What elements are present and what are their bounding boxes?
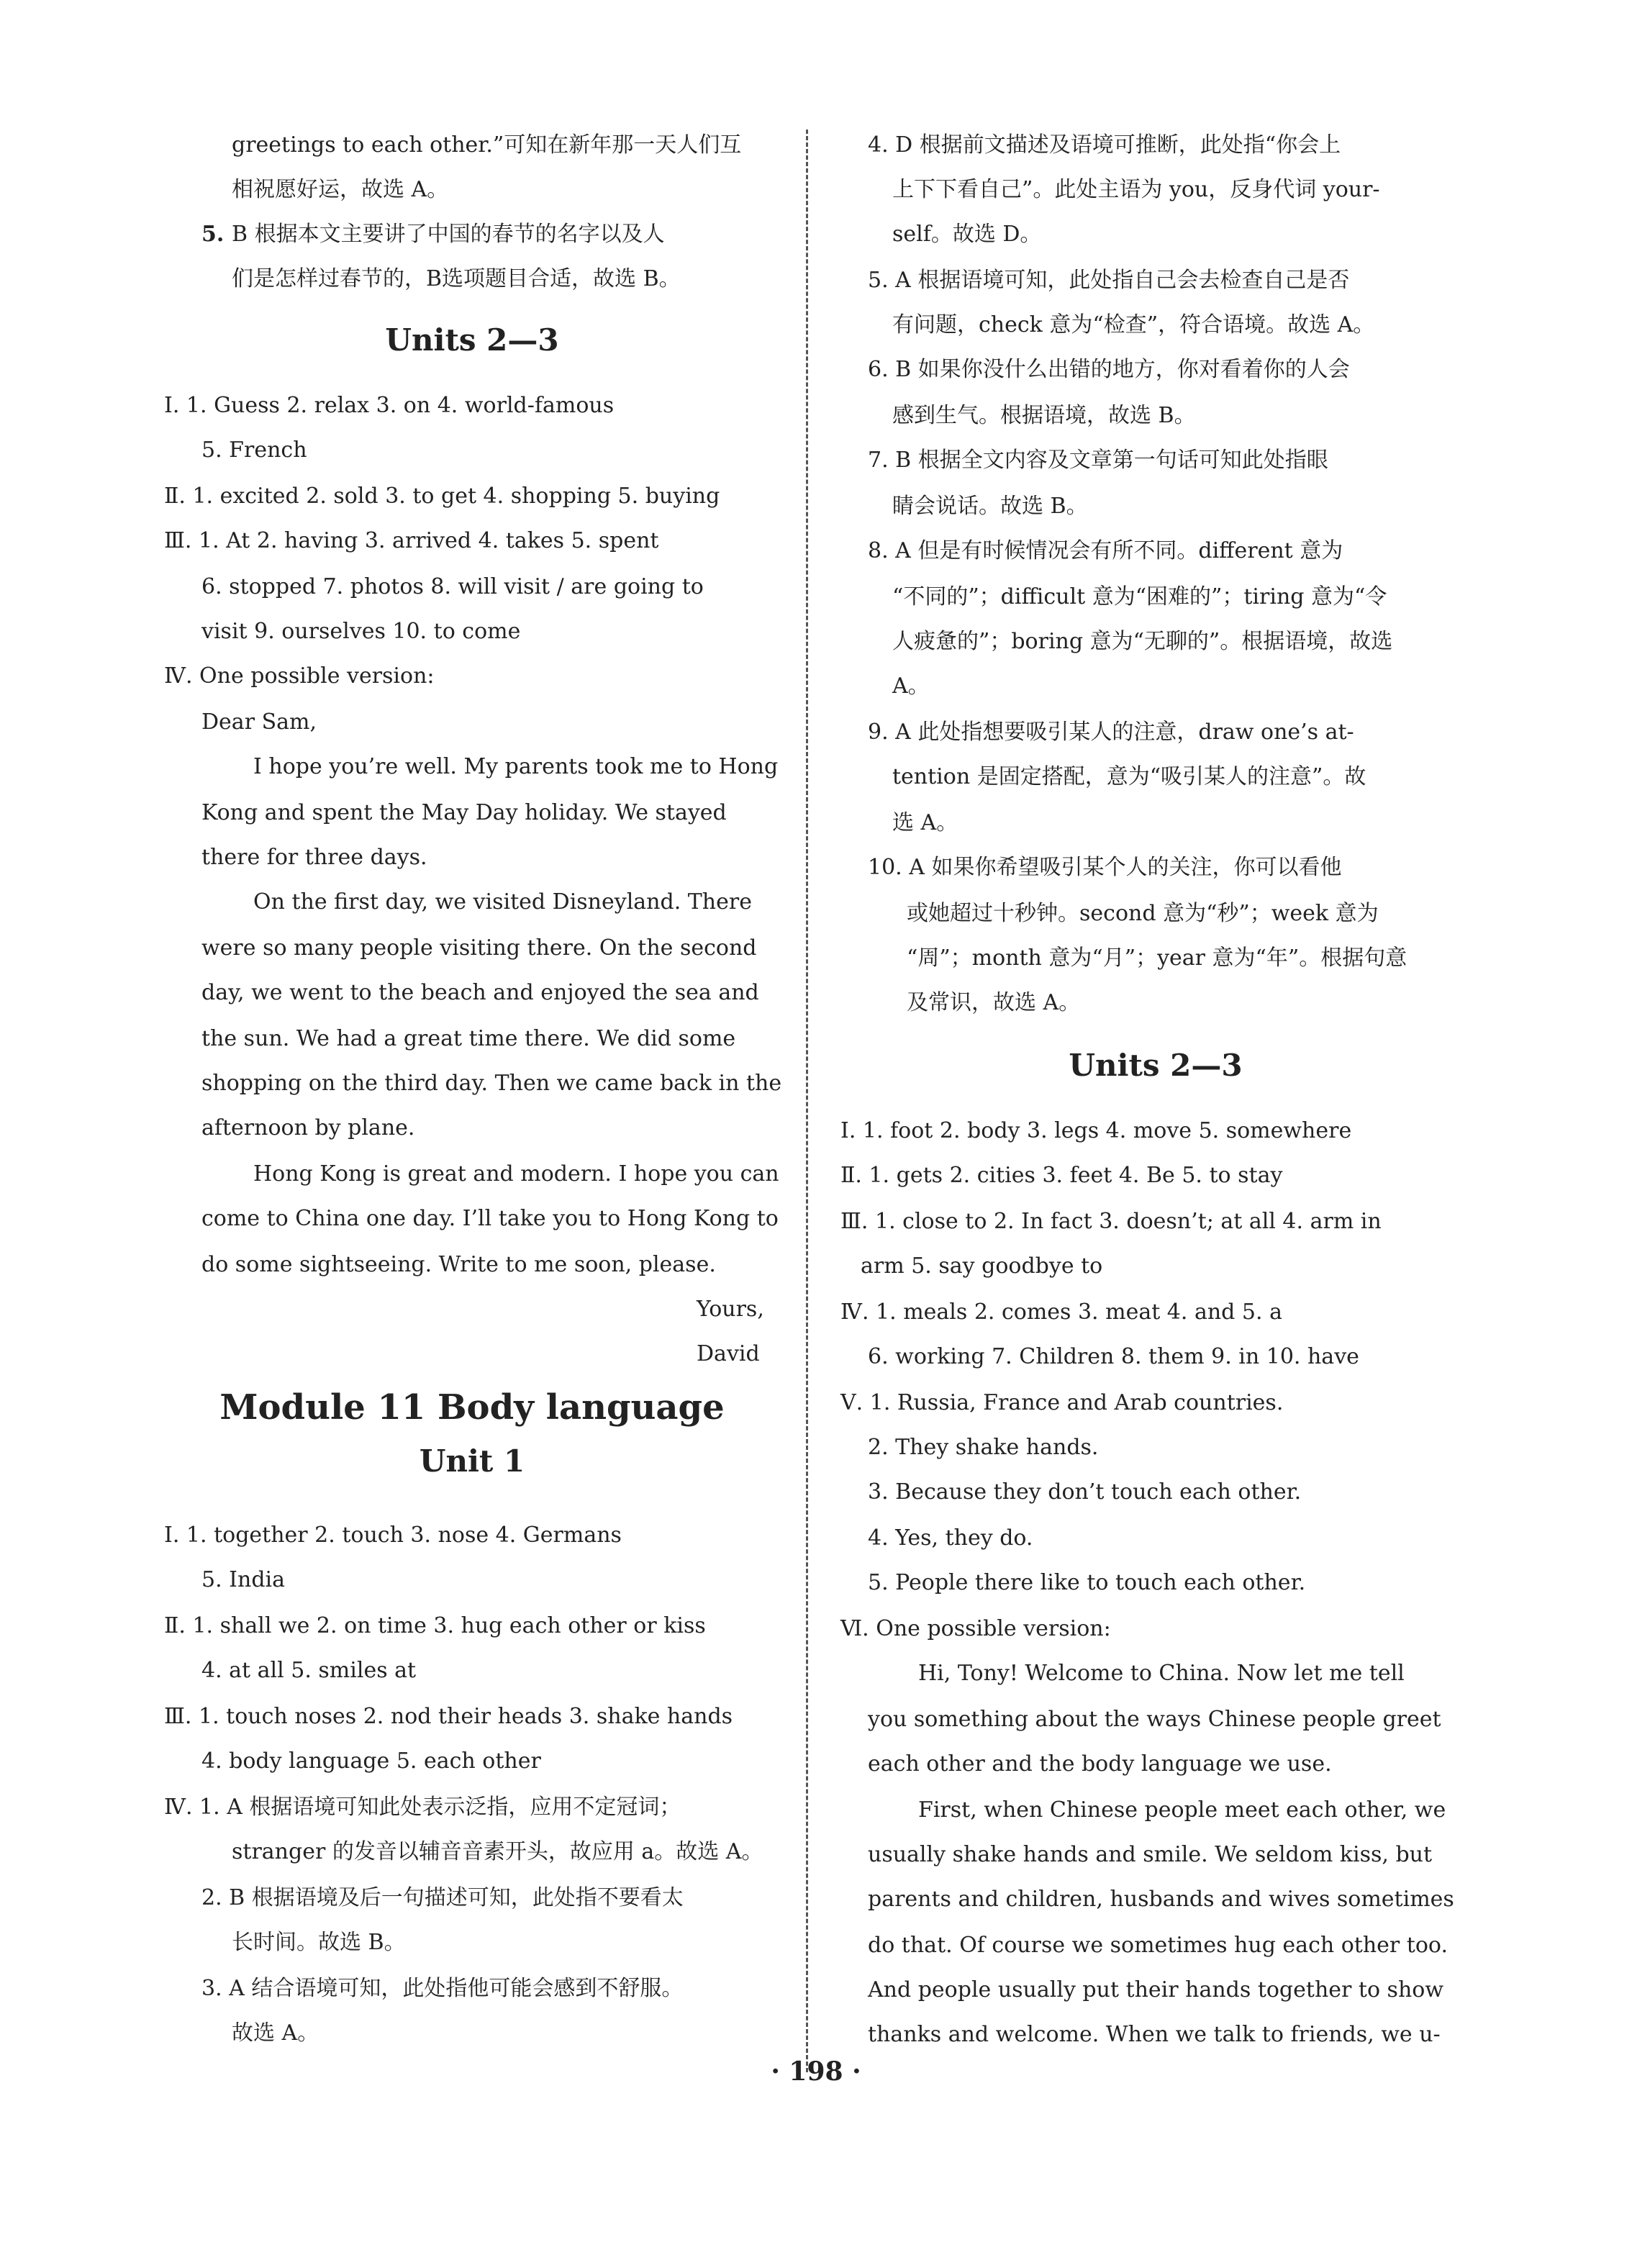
answer-line: 10. A 如果你希望吸引某个人的关注，你可以看他 [868, 855, 1342, 880]
answer-line: 2. B 根据语境及后一句描述可知，此处指不要看太 [201, 1885, 684, 1910]
answer-line: 及常识，故选 A。 [907, 990, 1081, 1015]
letter-line: there for three days. [201, 845, 427, 870]
letter-line: do some sightseeing. Write to me soon, please. [201, 1252, 716, 1277]
answer-line: Ⅴ. 1. Russia, France and Arab countries. [840, 1390, 1284, 1415]
answer-line: 2. They shake hands. [868, 1435, 1099, 1460]
essay-line: thanks and welcome. When we talk to friends, we u- [868, 2022, 1441, 2047]
letter-line: were so many people visiting there. On the second [201, 935, 757, 961]
answer-line: 6. working 7. Children 8. them 9. in 10. have [868, 1344, 1359, 1369]
answer-line: 睛会说话。故选 B。 [892, 494, 1088, 519]
letter-line: Kong and spent the May Day holiday. We stayed [201, 800, 727, 825]
section-heading: Units 2—3 [385, 322, 559, 358]
answer-line: Ⅳ. 1. meals 2. comes 3. meat 4. and 5. a [840, 1299, 1282, 1325]
answer-line: 3. Because they don’t touch each other. [868, 1479, 1302, 1505]
essay-line: And people usually put their hands together to show [868, 1977, 1444, 2002]
answer-line: 9. A 此处指想要吸引某人的注意，draw one’s at- [868, 720, 1354, 745]
answer-line: “不同的”；difficult 意为“困难的”；tiring 意为“令 [892, 584, 1387, 609]
section-heading: Units 2—3 [1069, 1048, 1243, 1083]
answer-line: 故选 A。 [232, 2020, 319, 2046]
answer-line: 或她超过十秒钟。second 意为“秒”；week 意为 [907, 901, 1379, 926]
answer-line: 3. A 结合语境可知，此处指他可能会感到不舒服。 [201, 1976, 684, 2001]
answer-line: self。故选 D。 [892, 222, 1042, 247]
answer-line: 人疲惫的”；boring 意为“无聊的”。根据语境，故选 [892, 629, 1393, 654]
essay-line: usually shake hands and smile. We seldom kiss, but [868, 1842, 1433, 1867]
answer-text: 相祝愿好运，故选 A。 [232, 177, 449, 202]
column-divider [806, 130, 808, 2072]
letter-line: I hope you’re well. My parents took me to Hong [253, 754, 779, 779]
answer-line: 5. French [201, 437, 307, 463]
answer-line: arm 5. say goodbye to [861, 1253, 1103, 1279]
answer-text: B 根据本文主要讲了中国的春节的名字以及人 [232, 222, 665, 247]
answer-line: Ⅳ. One possible version: [164, 663, 435, 689]
answer-line: Ⅱ. 1. gets 2. cities 3. feet 4. Be 5. to stay [840, 1163, 1283, 1188]
answer-line: 5. A 根据语境可知，此处指自己会去检查自己是否 [868, 268, 1350, 293]
answer-line: A。 [892, 673, 930, 699]
answer-line: 4. at all 5. smiles at [201, 1658, 417, 1683]
answer-line: Ⅳ. 1. A 根据语境可知此处表示泛指，应用不定冠词； [164, 1795, 681, 1820]
page-number: · 198 · [771, 2056, 861, 2087]
answer-text: 们是怎样过春节的，B选项题目合适，故选 B。 [232, 266, 681, 291]
letter-line: shopping on the third day. Then we came back in the [201, 1071, 782, 1096]
answer-line: 有问题，check 意为“检查”，符合语境。故选 A。 [892, 312, 1375, 337]
answer-line: 长时间。故选 B。 [232, 1930, 406, 1955]
essay-line: you something about the ways Chinese people greet [868, 1707, 1441, 1732]
essay-line: First, when Chinese people meet each other, we [918, 1797, 1446, 1823]
letter-signature: David [697, 1341, 760, 1366]
answer-line: 7. B 根据全文内容及文章第一句话可知此处指眼 [868, 448, 1328, 473]
answer-line: stranger 的发音以辅音音素开头，故应用 a。故选 A。 [232, 1839, 763, 1864]
letter-line: Hong Kong is great and modern. I hope you can [253, 1161, 779, 1187]
answer-line: 感到生气。根据语境，故选 B。 [892, 403, 1196, 428]
essay-line: each other and the body language we use. [868, 1751, 1332, 1777]
letter-line: the sun. We had a great time there. We did some [201, 1026, 736, 1051]
item-number: 5. [201, 222, 225, 247]
answer-line: Ⅰ. 1. Guess 2. relax 3. on 4. world-famous [164, 393, 615, 418]
answer-line: Ⅲ. 1. close to 2. In fact 3. doesn’t; at all 4. arm in [840, 1209, 1382, 1234]
answer-line: 4. Yes, they do. [868, 1525, 1033, 1551]
answer-line: 上下下看自己”。此处主语为 you，反身代词 your- [892, 177, 1380, 202]
answer-line: 6. B 如果你没什么出错的地方，你对看着你的人会 [868, 357, 1350, 382]
answer-line: 4. body language 5. each other [201, 1748, 541, 1774]
answer-line: 选 A。 [892, 810, 958, 835]
answer-line: Ⅱ. 1. excited 2. sold 3. to get 4. shopping 5. buying [164, 484, 720, 509]
answer-line: Ⅲ. 1. At 2. having 3. arrived 4. takes 5. spent [164, 528, 659, 553]
unit-title: Unit 1 [419, 1443, 525, 1479]
essay-line: do that. Of course we sometimes hug each other too. [868, 1933, 1448, 1958]
answer-line: visit 9. ourselves 10. to come [201, 619, 521, 644]
module-title: Module 11 Body language [219, 1387, 725, 1428]
answer-line: tention 是固定搭配，意为“吸引某人的注意”。故 [892, 764, 1366, 789]
answer-line: Ⅵ. One possible version: [840, 1616, 1111, 1641]
answer-line: Ⅰ. 1. foot 2. body 3. legs 4. move 5. somewhere [840, 1118, 1352, 1143]
answer-line: Ⅱ. 1. shall we 2. on time 3. hug each other or kiss [164, 1613, 706, 1638]
answer-line: 8. A 但是有时候情况会有所不同。different 意为 [868, 538, 1343, 563]
answer-line: 5. People there like to touch each other. [868, 1570, 1306, 1595]
letter-line: day, we went to the beach and enjoyed the sea and [201, 980, 759, 1005]
answer-line: Ⅰ. 1. together 2. touch 3. nose 4. Germans [164, 1523, 622, 1548]
essay-line: parents and children, husbands and wives sometimes [868, 1887, 1454, 1912]
answer-line: 4. D 根据前文描述及语境可推断，此处指“你会上 [868, 132, 1341, 158]
answer-line: “周”；month 意为“月”；year 意为“年”。根据句意 [907, 945, 1407, 971]
letter-closing: Yours, [697, 1297, 764, 1322]
letter-line: come to China one day. I’ll take you to Hong Kong to [201, 1206, 779, 1231]
letter-line: Dear Sam, [201, 709, 317, 735]
letter-line: afternoon by plane. [201, 1115, 415, 1140]
essay-line: Hi, Tony! Welcome to China. Now let me tell [918, 1661, 1405, 1686]
answer-line: Ⅲ. 1. touch noses 2. nod their heads 3. shake hands [164, 1704, 733, 1729]
answer-text: greetings to each other.”可知在新年那一天人们互 [232, 132, 742, 158]
answer-line: 6. stopped 7. photos 8. will visit / are going to [201, 574, 704, 599]
answer-line: 5. India [201, 1567, 286, 1592]
letter-line: On the first day, we visited Disneyland. There [253, 889, 752, 915]
